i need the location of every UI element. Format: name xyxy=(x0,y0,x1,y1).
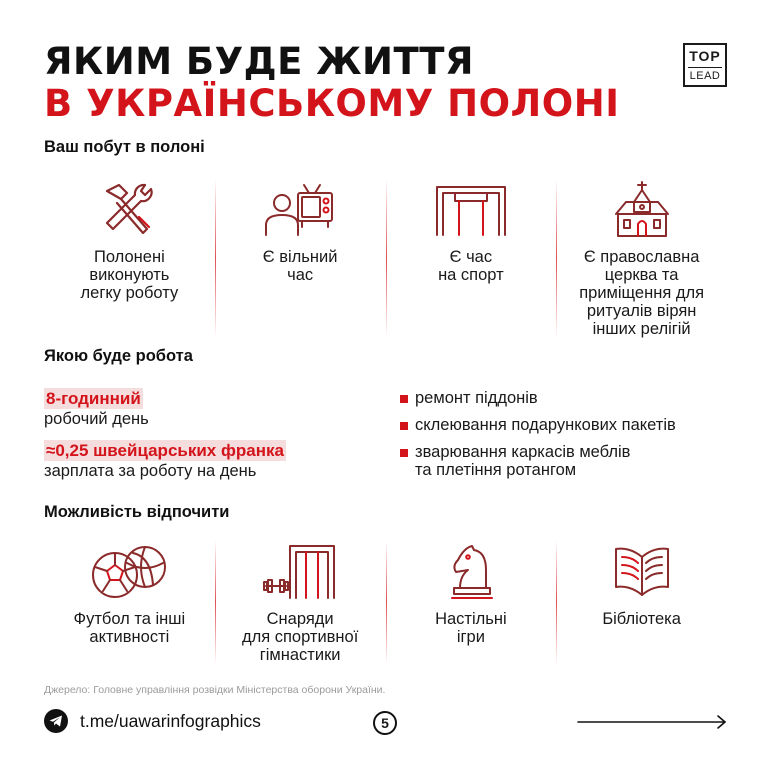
source-note: Джерело: Головне управління розвідки Міністерства оборони України. xyxy=(44,684,386,696)
balls-icon xyxy=(84,540,174,602)
rest-label: Снаряди для спортивної гімнастики xyxy=(241,610,359,664)
list-item xyxy=(400,416,676,434)
rest-item xyxy=(215,540,386,664)
work-stat xyxy=(44,388,286,430)
bullet-square-icon xyxy=(400,449,408,457)
logo-divider xyxy=(688,67,722,68)
rest-label: Футбол та інші активності xyxy=(73,610,186,646)
pull-up-bar-icon xyxy=(426,178,516,240)
rest-label: Настільні ігри xyxy=(435,610,507,646)
bullet-square-icon xyxy=(400,395,408,403)
daily-life-row xyxy=(44,178,727,338)
logo-top-text: TOP xyxy=(689,48,721,64)
daily-life-heading: Ваш побут в полоні xyxy=(44,138,205,156)
task-text: зварювання каркасів меблів та плетіння ротангом xyxy=(415,443,631,479)
stat-label: робочий день xyxy=(44,410,149,428)
bullet-square-icon xyxy=(400,422,408,430)
work-stats xyxy=(44,388,286,492)
daily-life-label: Є час на спорт xyxy=(438,248,504,284)
church-icon xyxy=(597,178,687,240)
rest-item xyxy=(556,540,727,664)
telegram-link[interactable] xyxy=(44,709,261,733)
page-number: 5 xyxy=(373,711,397,735)
daily-life-item xyxy=(386,178,557,338)
rest-heading: Можливість відпочити xyxy=(44,503,230,521)
daily-life-label: Є вільний час xyxy=(262,248,338,284)
daily-life-label: Є православна церква та приміщення для ритуалів вірян інших релігій xyxy=(579,248,705,338)
stat-value: ≈0,25 швейцарських франка xyxy=(46,441,284,460)
rest-item xyxy=(44,540,215,664)
rest-label: Бібліотека xyxy=(602,610,681,628)
next-arrow-icon[interactable] xyxy=(577,714,729,735)
stat-value: 8-годинний xyxy=(46,389,141,408)
chess-knight-icon xyxy=(426,540,516,602)
rest-item xyxy=(386,540,557,664)
logo-bottom-text: LEAD xyxy=(689,70,721,82)
daily-life-label: Полонені виконують легку роботу xyxy=(80,248,179,302)
page-title-line-1: ЯКИМ БУДЕ ЖИТТЯ xyxy=(44,40,474,83)
list-item xyxy=(400,443,676,479)
rest-row xyxy=(44,540,727,664)
telegram-icon xyxy=(44,709,68,733)
work-task-list xyxy=(400,389,676,488)
daily-life-item xyxy=(44,178,215,338)
task-text: склеювання подарункових пакетів xyxy=(415,416,676,434)
daily-life-item xyxy=(556,178,727,338)
tools-icon xyxy=(84,178,174,240)
list-item xyxy=(400,389,676,407)
gym-equipment-icon xyxy=(255,540,345,602)
stat-label: зарплата за роботу на день xyxy=(44,462,257,480)
daily-life-item xyxy=(215,178,386,338)
book-icon xyxy=(597,540,687,602)
work-heading: Якою буде робота xyxy=(44,347,193,365)
person-tv-icon xyxy=(255,178,345,240)
page-title-line-2: В УКРАЇНСЬКОМУ ПОЛОНІ xyxy=(44,82,620,125)
work-stat xyxy=(44,440,286,482)
task-text: ремонт піддонів xyxy=(415,389,538,407)
telegram-link-text[interactable]: t.me/uawarinfographics xyxy=(80,710,261,731)
toplead-logo xyxy=(683,43,727,87)
